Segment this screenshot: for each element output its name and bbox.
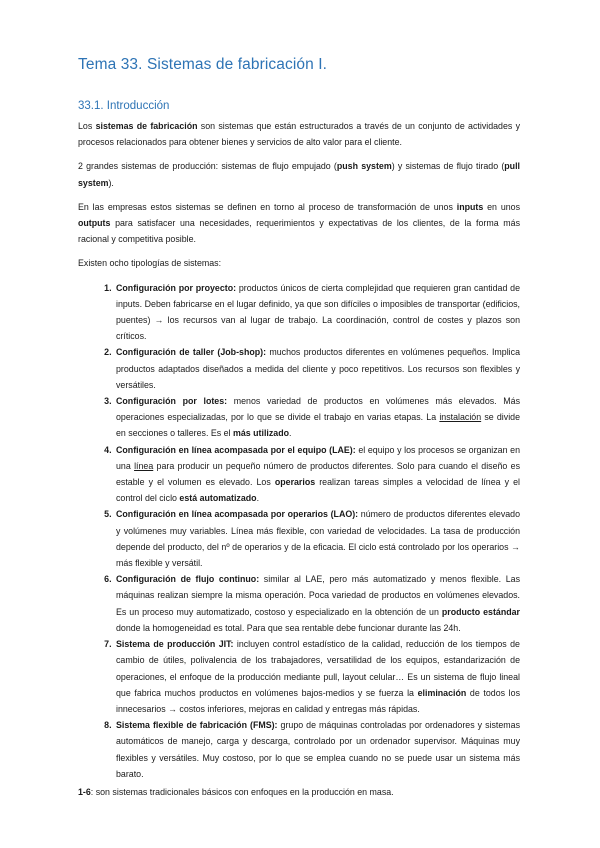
bold-term: 1-6: [78, 786, 91, 797]
paragraph-definition: [78, 118, 520, 150]
bold-term: está automatizado: [179, 493, 257, 504]
document-content: [78, 56, 520, 808]
text: ).: [108, 177, 114, 188]
item-text: menos variedad de productos en volúmenes más elevados. Más operaciones especializadas, por lo que se divide el trabajo en varias etapas. La: [116, 396, 521, 423]
item-text: muchos productos diferentes en volúmenes pequeños. Implica productos adaptados diseñados a medida del cliente y poco repetitivos. Los recursos son flexibles y versátiles.: [116, 347, 520, 390]
item-heading: Configuración de taller (Job-shop):: [116, 347, 267, 358]
item-text: grupo de máquinas controladas por ordenadores y sistemas automáticos de manejo, carga y descarga, controlado por un ordenador supervisor. Máquinas muy flexibles y versátiles. Muy costoso, por lo que se emplea cuando no se puede usar un sistema más barato.: [116, 720, 521, 779]
section-heading: 33.1. Introducción: [78, 100, 170, 112]
list-item-taller: [114, 344, 520, 393]
bold-term: inputs: [456, 201, 484, 212]
item-heading: Configuración por lotes:: [116, 396, 228, 407]
item-text: se divide en secciones o talleres. Es el: [116, 412, 520, 439]
item-heading: Configuración en línea acompasada por operarios (LAO):: [116, 509, 359, 520]
text: : son sistemas tradicionales básicos con enfoques en la producción en masa.: [90, 786, 394, 797]
bold-term: más utilizado: [233, 428, 290, 439]
item-text: productos únicos de cierta complejidad que requieren gran cantidad de inputs. Deben fabricarse en el lugar definido, ya que son difíciles o imposibles de transportar (edificios, puentes) → los recursos van al lugar de trabajo. La coordinación, control de costes y plazos son críticos.: [116, 282, 521, 342]
typologies-list: [78, 280, 520, 782]
bold-term: pull system: [78, 161, 520, 188]
paragraph-inputs-outputs: [78, 199, 520, 248]
list-item-fms: [114, 717, 520, 782]
item-text: similar al LAE, pero más automatizado y menos flexible. Las máquinas realizan siempre la misma operación. Poca variedad de productos en volúmenes elevados. Es un proceso muy automatizado, costoso y especializado en la obtención de un: [116, 574, 520, 617]
text: ) y sistemas de flujo tirado (: [391, 161, 505, 172]
item-text: el equipo y los procesos se organizan en una: [116, 444, 520, 471]
item-text: para producir un pequeño número de productos diferentes. Solo para cuando el diseño es estable y el volumen es elevado. Los: [116, 460, 520, 488]
underlined-term: instalación: [439, 412, 482, 423]
bold-term: operarios: [274, 477, 316, 488]
list-item-lae: [114, 442, 520, 507]
paragraph-two-systems: [78, 158, 520, 190]
paragraph-typologies-intro: Existen ocho tipologías de sistemas:: [78, 258, 222, 269]
item-text: donde la homogeneidad es total. Para que sea rentable debe funcionar durante las 24h.: [116, 622, 461, 633]
bold-term: push system: [336, 161, 392, 172]
list-item-flujo-continuo: [114, 571, 520, 636]
item-heading: Configuración de flujo continuo:: [116, 574, 260, 585]
item-text: incluyen control estadístico de la calidad, reducción de los tiempos de cambio de útiles, polivalencia de los trabajadores, versatilidad de los equipos, estandarización de operaciones, el enfoque de la producción mediante pull, layout celular… Es un sistema de flujo lineal que fabrica muchos productos en volúmenes bajos-medios y se fuerza la: [116, 639, 520, 698]
item-text: realizan tareas simples a velocidad de línea y el control del ciclo: [116, 477, 520, 504]
bold-term: producto estándar: [441, 606, 521, 617]
text: 2 grandes sistemas de producción: sistemas de flujo empujado (: [78, 161, 337, 172]
item-heading: Configuración en línea acompasada por el equipo (LAE):: [116, 444, 356, 455]
paragraph-footer-note: [78, 784, 520, 800]
text: son sistemas que están estructurados a través de un conjunto de actividades y procesos relacionados para obtener bienes y servicios de alto valor para el cliente.: [78, 121, 521, 148]
item-text: número de productos diferentes elevado y volúmenes muy variables. Línea más flexible, con variedad de velocidades. La tasa de producción depende del producto, del nº de operarios y de la eficacia. El ciclo está controlado por los operarios → más flexible y versátil.: [116, 509, 520, 569]
text: en unos: [483, 201, 520, 212]
item-text: de todos los innecesarios → costos inferiores, mejoras en calidad y entregas más rápidas.: [116, 687, 520, 714]
bold-term: sistemas de fabricación: [95, 121, 198, 131]
item-text: .: [289, 428, 292, 439]
item-heading: Sistema de producción JIT:: [116, 639, 234, 650]
text: para satisfacer una necesidades, requerimientos y expectativas de los clientes, de la forma más racional y competitiva posible.: [78, 218, 520, 245]
list-item-lotes: [114, 393, 520, 442]
bold-term: eliminación: [417, 687, 467, 698]
bold-term: outputs: [78, 218, 111, 229]
item-heading: Sistema flexible de fabricación (FMS):: [116, 720, 278, 731]
text: Los: [78, 121, 96, 131]
list-item-lao: [114, 506, 520, 571]
underlined-term: línea: [134, 460, 154, 471]
text: En las empresas estos sistemas se definen en torno al proceso de transformación de unos: [78, 201, 457, 212]
list-item-proyecto: [114, 280, 520, 345]
item-heading: Configuración por proyecto:: [116, 282, 237, 293]
document-title: Tema 33. Sistemas de fabricación I.: [78, 56, 328, 73]
item-text: .: [256, 493, 260, 504]
list-item-jit: [114, 636, 520, 717]
